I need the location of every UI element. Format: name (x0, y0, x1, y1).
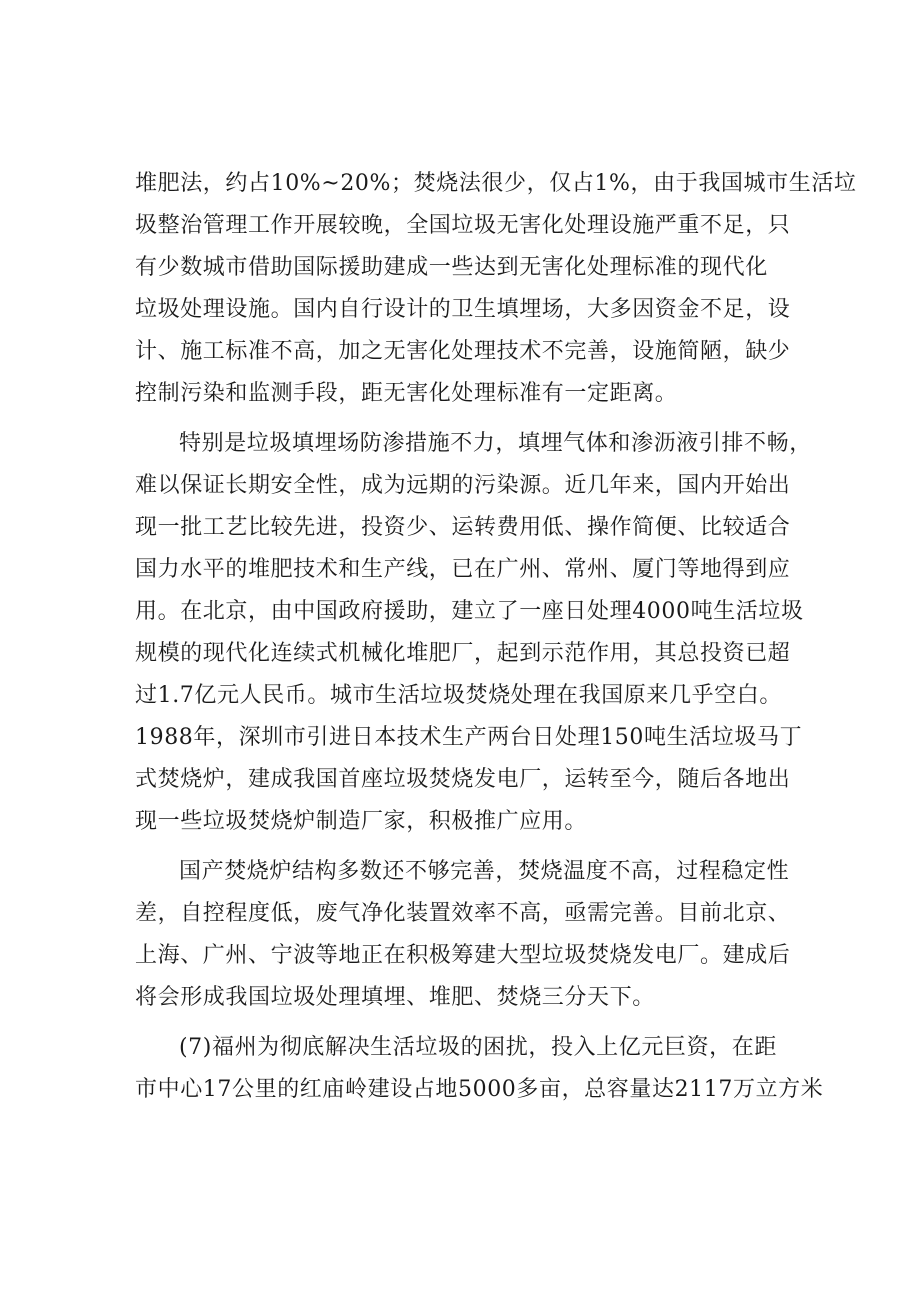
paragraph-1 (135, 163, 857, 415)
text-line: 式焚烧炉，建成我国首座垃圾焚烧发电厂，运转至今，随后各地出 (135, 767, 791, 792)
text-line: 控制污染和监测手段，距无害化处理标准有一定距离。 (135, 381, 678, 406)
text-line: 市中心17公里的红庙岭建设占地5000多亩，总容量达2117万立方米 (135, 1077, 824, 1102)
text-line: 国产焚烧炉结构多数还不够完善，焚烧温度不高，过程稳定性 (179, 859, 790, 884)
text-line: 规模的现代化连续式机械化堆肥厂，起到示范作用，其总投资已超 (135, 641, 791, 666)
text-line: 圾整治管理工作开展较晚，全国垃圾无害化处理设施严重不足，只 (135, 213, 791, 238)
text-line: 现一批工艺比较先进，投资少、运转费用低、操作简便、比较适合 (135, 515, 791, 540)
text-line: 计、施工标准不高，加之无害化处理技术不完善，设施简陋，缺少 (135, 339, 791, 364)
text-line: 特别是垃圾填埋场防渗措施不力，填埋气体和渗沥液引排不畅， (179, 431, 812, 456)
text-line: 过1.7亿元人民币。城市生活垃圾焚烧处理在我国原来几乎空白。 (135, 683, 782, 708)
text-line: 1988年，深圳市引进日本技术生产两台日处理150吨生活垃圾马丁 (135, 725, 803, 750)
text-line: 上海、广州、宁波等地正在积极筹建大型垃圾焚烧发电厂。建成后 (135, 943, 791, 968)
paragraph-3 (135, 851, 800, 1019)
text-line: 将会形成我国垃圾处理填埋、堆肥、焚烧三分天下。 (135, 985, 655, 1010)
text-line: 用。在北京，由中国政府援助，建立了一座日处理4000吨生活垃圾 (135, 599, 804, 624)
paragraph-2 (135, 423, 812, 843)
text-line: 堆肥法，约占10%~20%；焚烧法很少，仅占1%，由于我国城市生活垃 (135, 171, 857, 196)
text-line: 现一些垃圾焚烧炉制造厂家，积极推广应用。 (135, 809, 588, 834)
text-line: 有少数城市借助国际援助建成一些达到无害化处理标准的现代化 (135, 255, 768, 280)
document-body (135, 163, 857, 1111)
text-line: 垃圾处理设施。国内自行设计的卫生填埋场，大多因资金不足，设 (135, 297, 791, 322)
text-line: (7)福州为彻底解决生活垃圾的困扰，投入上亿元巨资，在距 (179, 1035, 777, 1060)
text-line: 国力水平的堆肥技术和生产线，已在广州、常州、厦门等地得到应 (135, 557, 791, 582)
paragraph-4 (135, 1027, 824, 1111)
text-line: 差，自控程度低，废气净化装置效率不高，亟需完善。目前北京、 (135, 901, 791, 926)
text-line: 难以保证长期安全性，成为远期的污染源。近几年来，国内开始出 (135, 473, 791, 498)
